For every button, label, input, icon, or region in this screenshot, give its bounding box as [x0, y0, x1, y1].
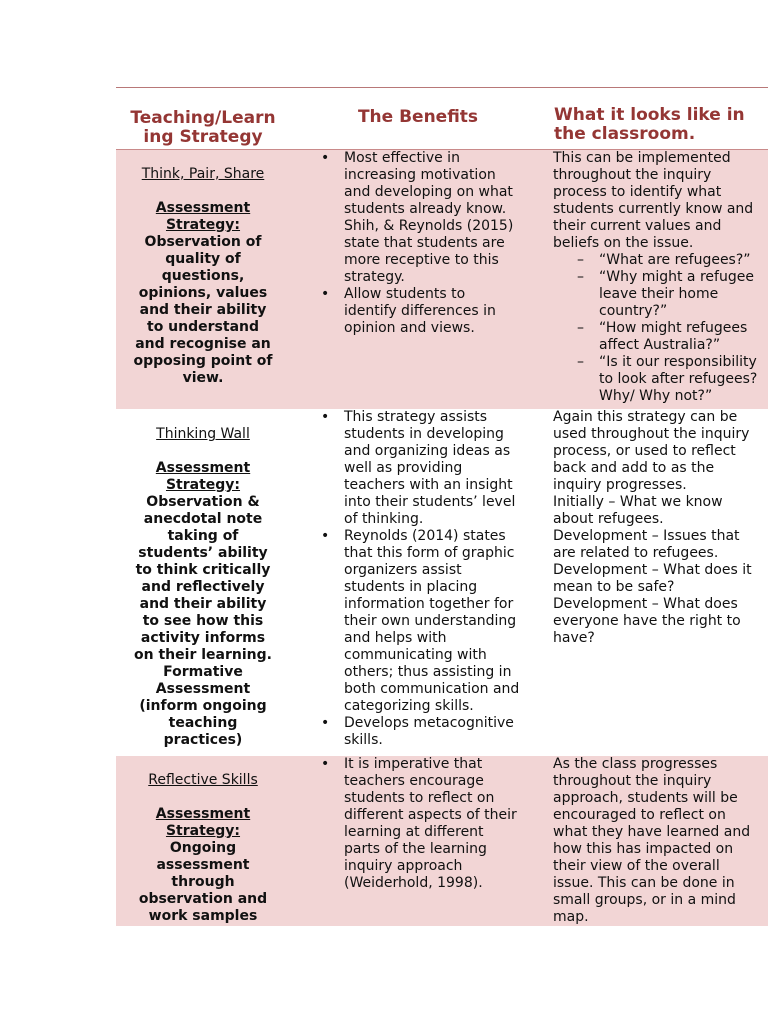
- benefits-cell: [316, 409, 542, 749]
- assessment-label: Assessment Strategy:: [155, 200, 251, 233]
- table-row: [116, 756, 768, 926]
- header-strategy: Teaching/Learn ing Strategy: [130, 108, 276, 147]
- assessment-text: Observation of quality of questions, opinions, values and their ability to understand and recognise an opposing point of view.: [133, 234, 273, 386]
- strategy-cell: [120, 426, 286, 749]
- benefit-item: • Allow students to identify differences in opinion and views.: [316, 286, 542, 337]
- table-row: [116, 150, 768, 409]
- assessment-label: Assessment Strategy:: [155, 806, 251, 839]
- header-benefits: The Benefits: [357, 107, 479, 127]
- benefits-cell: [316, 150, 542, 337]
- benefit-item: • It is imperative that teachers encourage students to reflect on different aspects of their learning at different parts of the learning inquiry approach (Weiderhold, 1998).: [316, 756, 542, 892]
- strategy-cell: [120, 772, 286, 925]
- question-item: – “Why might a refugee leave their home country?”: [553, 269, 768, 320]
- classroom-intro: This can be implemented throughout the inquiry process to identify what students currently know and their current values and beliefs on the issue.: [553, 150, 754, 251]
- strategy-name: Thinking Wall: [156, 426, 250, 442]
- benefits-cell: [316, 756, 542, 892]
- strategy-name: Reflective Skills: [148, 772, 258, 788]
- question-item: – “Is it our responsibility to look after refugees? Why/ Why not?”: [553, 354, 768, 405]
- strategy-name: Think, Pair, Share: [141, 166, 265, 182]
- classroom-cell: [553, 150, 768, 405]
- benefit-item: • This strategy assists students in developing and organizing ideas as well as providing teachers with an insight into their students’ level of thinking.: [316, 409, 542, 528]
- assessment-text: Observation & anecdotal note taking of students’ ability to think critically and reflectively and their ability to see how this activity informs on their learning. Formative Assessment (inform ongoing teaching practices): [134, 494, 272, 748]
- table-top-rule: [116, 87, 768, 88]
- benefit-item: • Develops metacognitive skills.: [316, 715, 542, 749]
- benefit-item: • Reynolds (2014) states that this form of graphic organizers assist students in placing information together for their own understanding and helps with communicating with others; thus assisting in both communication and categorizing skills.: [316, 528, 542, 715]
- classroom-text: As the class progresses throughout the inquiry approach, students will be encouraged to reflect on what they have learned and how this has impacted on their view of the overall issue. This can be done in small groups, or in a mind map.: [553, 756, 751, 925]
- classroom-cell: [553, 409, 768, 647]
- header-classroom: What it looks like in the classroom.: [554, 105, 745, 144]
- classroom-cell: [553, 756, 768, 926]
- question-item: – “How might refugees affect Australia?”: [553, 320, 768, 354]
- assessment-text: Ongoing assessment through observation and work samples: [138, 840, 268, 924]
- assessment-label: Assessment Strategy:: [155, 460, 251, 493]
- table-row: [116, 409, 768, 756]
- benefit-item: • Most effective in increasing motivation and developing on what students already know. Shih, & Reynolds (2015) state that students are more receptive to this strategy.: [316, 150, 542, 286]
- strategy-cell: [120, 166, 286, 387]
- question-item: – “What are refugees?”: [553, 252, 768, 269]
- classroom-text: Again this strategy can be used throughout the inquiry process, or used to reflect back and add to as the inquiry progresses. Initially – What we know about refugees. Development – Issues that are related to refugees. Development – What does it mean to be safe? Development – What does everyone have the right to have?: [553, 409, 752, 646]
